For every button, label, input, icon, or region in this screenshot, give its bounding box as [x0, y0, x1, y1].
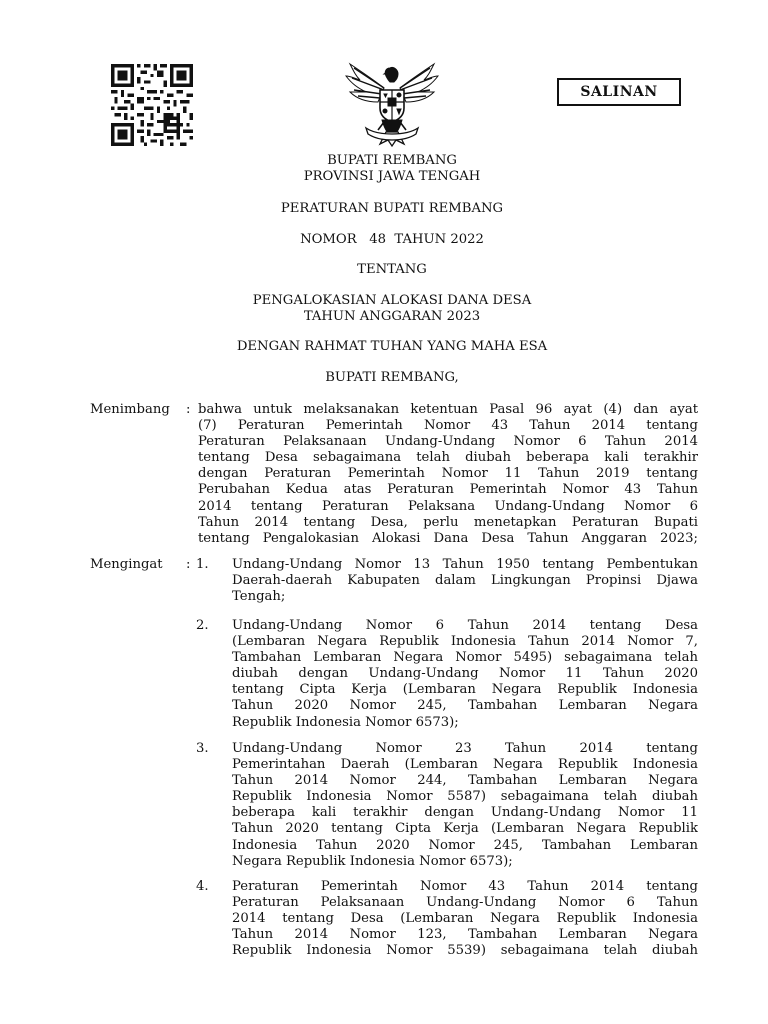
- item-number: 4.: [196, 879, 209, 894]
- mengingat-item-1: [232, 557, 698, 605]
- menimbang-line: Tahun 2014 tentang Desa, perlu menetapkan Peraturan Bupati: [198, 514, 698, 530]
- item-number: 2.: [196, 618, 209, 633]
- heading-bupati: BUPATI REMBANG: [327, 153, 457, 168]
- menimbang-line: tentang Pengalokasian Alokasi Dana Desa Tahun Anggaran 2023;: [198, 530, 698, 546]
- mengingat-item-3: [232, 741, 698, 870]
- menimbang-line: dengan Peraturan Pemerintah Nomor 11 Tahun 2019 tentang: [198, 466, 698, 482]
- regulation-number: NOMOR 48 TAHUN 2022: [300, 232, 484, 247]
- about-heading: TENTANG: [357, 262, 427, 277]
- subject-line-1: PENGALOKASIAN ALOKASI DANA DESA: [252, 293, 532, 308]
- menimbang-line: bahwa untuk melaksanakan ketentuan Pasal 96 ayat (4) dan ayat: [198, 402, 698, 417]
- item-line: Tahun 2020 tentang Cipta Kerja (Lembaran Negara Republik: [232, 821, 698, 837]
- mengingat-colon: :: [186, 557, 191, 572]
- item-line: Tahun 2020 Nomor 245, Tambahan Lembaran Negara: [232, 698, 698, 714]
- item-line: Republik Indonesia Nomor 6573);: [232, 714, 459, 730]
- item-line: Undang-Undang Nomor 6 Tahun 2014 tentang Desa: [232, 618, 698, 633]
- salinan-stamp: SALINAN: [557, 78, 681, 106]
- item-line: Pemerintahan Daerah (Lembaran Negara Republik Indonesia: [232, 757, 698, 773]
- regulation-title: PERATURAN BUPATI REMBANG: [280, 201, 504, 216]
- item-number: 1.: [196, 557, 209, 572]
- menimbang-colon: :: [186, 402, 191, 417]
- item-line: Negara Republik Indonesia Nomor 6573);: [232, 853, 513, 869]
- item-line: Republik Indonesia Nomor 5587) sebagaimana telah diubah: [232, 789, 698, 805]
- item-line: Daerah-daerah Kabupaten dalam Lingkungan Propinsi Djawa: [232, 573, 698, 589]
- item-line: Tambahan Lembaran Negara Nomor 5495) sebagaimana telah: [232, 650, 698, 666]
- authority-line: BUPATI REMBANG,: [325, 370, 459, 385]
- menimbang-line: Peraturan Pelaksanaan Undang-Undang Nomor 6 Tahun 2014: [198, 434, 698, 450]
- item-line: Tahun 2014 Nomor 123, Tambahan Lembaran Negara: [232, 927, 698, 943]
- item-line: Tengah;: [232, 589, 286, 605]
- menimbang-line: (7) Peraturan Pemerintah Nomor 43 Tahun 2014 tentang: [198, 418, 698, 434]
- item-line: Peraturan Pemerintah Nomor 43 Tahun 2014 tentang: [232, 879, 698, 894]
- item-line: Peraturan Pelaksanaan Undang-Undang Nomor 6 Tahun: [232, 895, 698, 911]
- item-number: 3.: [196, 741, 209, 756]
- garuda-emblem-icon: [344, 58, 440, 150]
- mengingat-item-2: [232, 618, 698, 731]
- mengingat-label: Mengingat: [90, 557, 163, 572]
- item-line: diubah dengan Undang-Undang Nomor 11 Tahun 2020: [232, 666, 698, 682]
- item-line: Tahun 2014 Nomor 244, Tambahan Lembaran Negara: [232, 773, 698, 789]
- menimbang-line: Perubahan Kedua atas Peraturan Pemerintah Nomor 43 Tahun: [198, 482, 698, 498]
- item-line: Undang-Undang Nomor 13 Tahun 1950 tentang Pembentukan: [232, 557, 698, 572]
- menimbang-line: tentang Desa sebagaimana telah diubah beberapa kali terakhir: [198, 450, 698, 466]
- subject-line-2: TAHUN ANGGARAN 2023: [303, 309, 481, 324]
- mengingat-item-4: [232, 879, 698, 959]
- menimbang-line: 2014 tentang Peraturan Pelaksana Undang-Undang Nomor 6: [198, 498, 698, 514]
- menimbang-label: Menimbang: [90, 402, 170, 417]
- item-line: Indonesia Tahun 2020 Nomor 245, Tambahan Lembaran: [232, 837, 698, 853]
- item-line: 2014 tentang Desa (Lembaran Negara Republik Indonesia: [232, 911, 698, 927]
- menimbang-text: [198, 402, 698, 547]
- heading-province: PROVINSI JAWA TENGAH: [303, 169, 481, 184]
- item-line: beberapa kali terakhir dengan Undang-Undang Nomor 11: [232, 805, 698, 821]
- item-line: Republik Indonesia Nomor 5539) sebagaimana telah diubah: [232, 943, 698, 959]
- item-line: (Lembaran Negara Republik Indonesia Tahun 2014 Nomor 7,: [232, 634, 698, 650]
- blessing-line: DENGAN RAHMAT TUHAN YANG MAHA ESA: [236, 339, 548, 354]
- qr-code-icon: [106, 64, 198, 146]
- item-line: Undang-Undang Nomor 23 Tahun 2014 tentang: [232, 741, 698, 756]
- item-line: tentang Cipta Kerja (Lembaran Negara Republik Indonesia: [232, 682, 698, 698]
